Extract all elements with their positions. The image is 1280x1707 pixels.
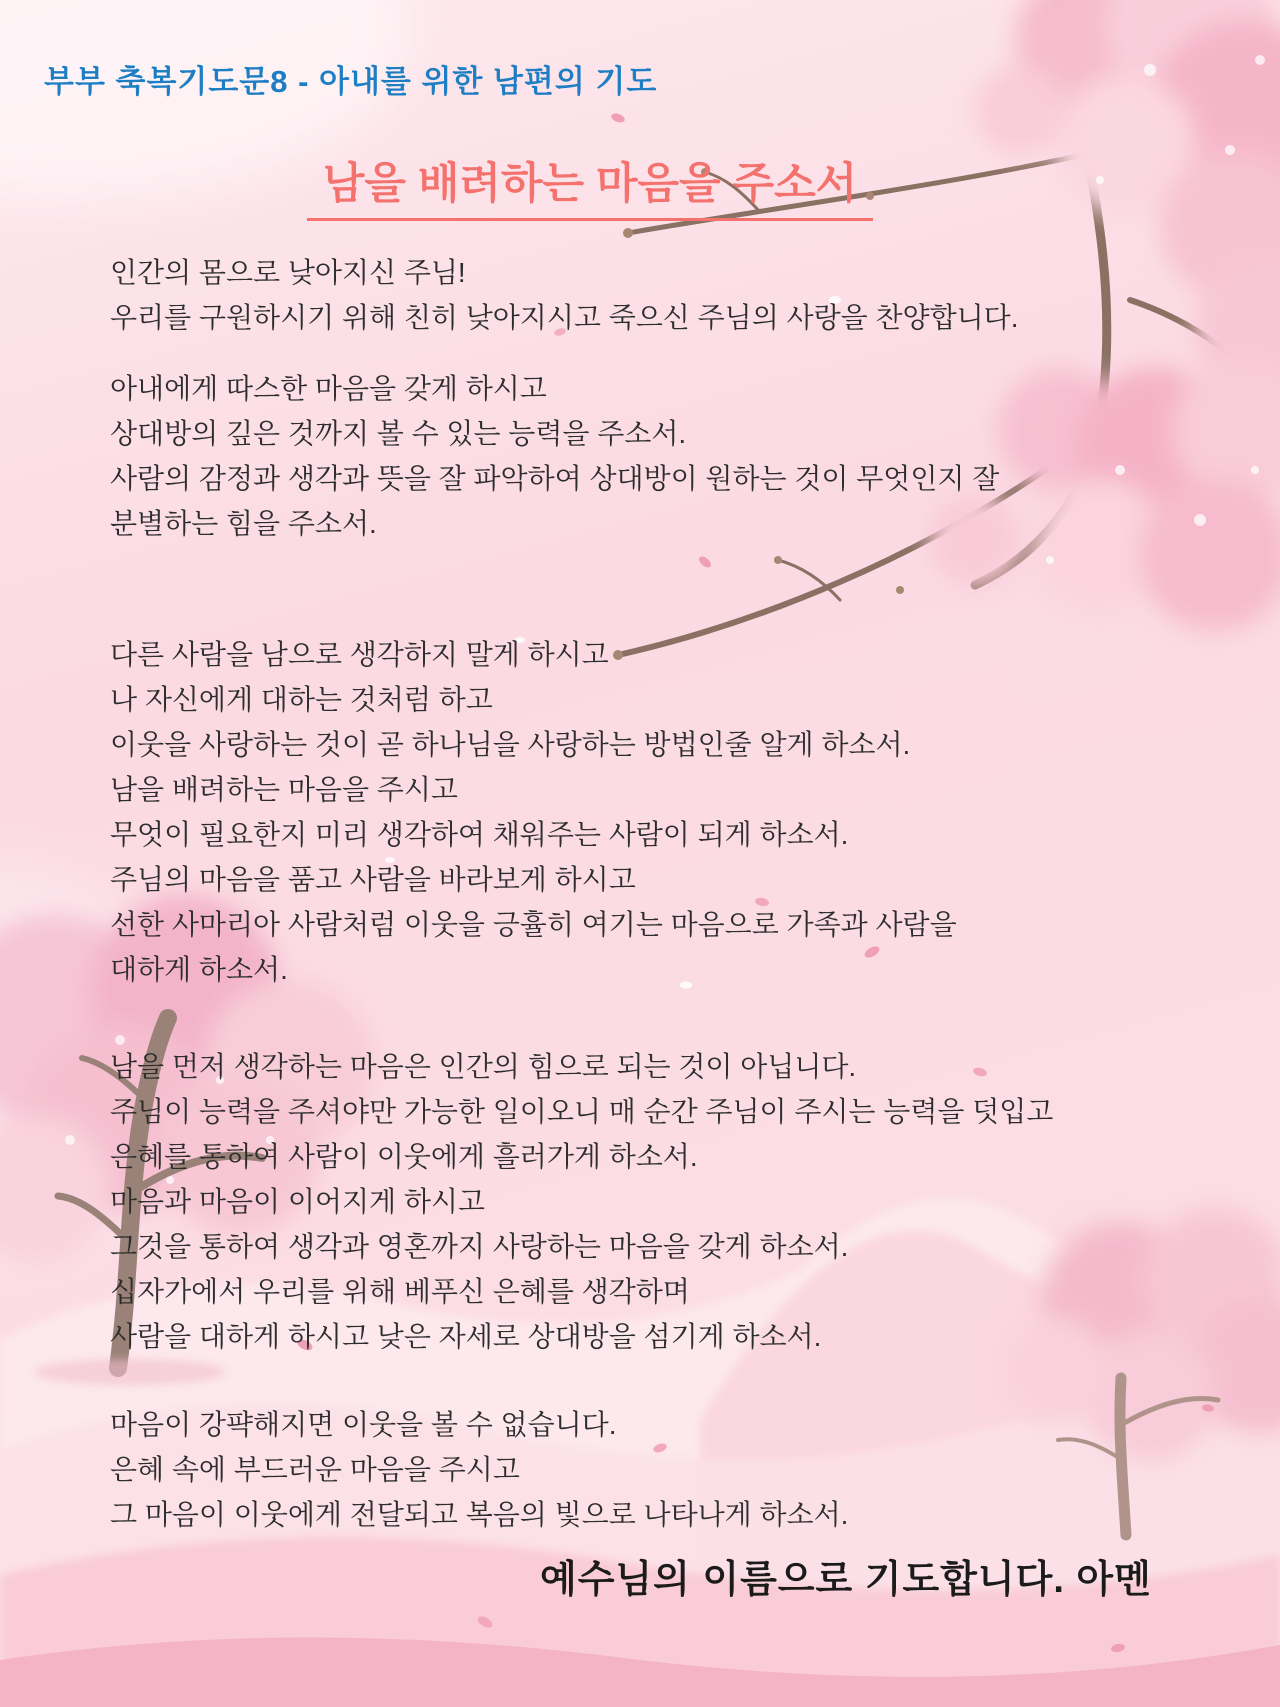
prayer-line: 분별하는 힘을 주소서. (110, 508, 377, 539)
prayer-line: 대하게 하소서. (110, 954, 288, 985)
prayer-line: 십자가에서 우리를 위해 베푸신 은혜를 생각하며 (110, 1276, 690, 1307)
prayer-line: 선한 사마리아 사람처럼 이웃을 긍휼히 여기는 마음으로 가족과 사람을 (110, 909, 957, 940)
prayer-line: 주님이 능력을 주셔야만 가능한 일이오니 매 순간 주님이 주시는 능력을 덧입고 (110, 1096, 1054, 1127)
prayer-line: 인간의 몸으로 낮아지신 주님! (110, 257, 466, 288)
prayer-line: 사람의 감정과 생각과 뜻을 잘 파악하여 상대방이 원하는 것이 무엇인지 잘 (110, 463, 1000, 494)
prayer-line: 그 마음이 이웃에게 전달되고 복음의 빛으로 나타나게 하소서. (110, 1499, 849, 1530)
prayer-line: 우리를 구원하시기 위해 친히 낮아지시고 죽으신 주님의 사랑을 찬양합니다. (110, 302, 1019, 333)
prayer-line: 남을 배려하는 마음을 주시고 (110, 774, 458, 805)
prayer-line: 아내에게 따스한 마음을 갖게 하시고 (110, 373, 547, 404)
prayer-paragraph (110, 366, 1240, 546)
prayer-line: 나 자신에게 대하는 것처럼 하고 (110, 684, 493, 715)
page-title (0, 150, 1180, 221)
page-title-text: 남을 배려하는 마음을 주소서 (307, 150, 873, 221)
prayer-line: 남을 먼저 생각하는 마음은 인간의 힘으로 되는 것이 아닙니다. (110, 1051, 857, 1082)
prayer-paragraph (110, 632, 1240, 992)
prayer-paragraph (110, 1044, 1240, 1359)
prayer-paragraph (110, 1402, 1240, 1537)
document-header: 부부 축복기도문8 - 아내를 위한 남편의 기도 (44, 64, 658, 99)
prayer-line: 다른 사람을 남으로 생각하지 말게 하시고 (110, 639, 609, 670)
prayer-line: 그것을 통하여 생각과 영혼까지 사랑하는 마음을 갖게 하소서. (110, 1231, 849, 1262)
prayer-line: 은혜 속에 부드러운 마음을 주시고 (110, 1454, 520, 1485)
closing-line: 예수님의 이름으로 기도합니다. 아멘 (540, 1559, 1152, 1601)
prayer-line: 이웃을 사랑하는 것이 곧 하나님을 사랑하는 방법인줄 알게 하소서. (110, 729, 911, 760)
prayer-paragraph (110, 250, 1240, 340)
prayer-line: 사람을 대하게 하시고 낮은 자세로 상대방을 섬기게 하소서. (110, 1321, 822, 1352)
prayer-line: 주님의 마음을 품고 사람을 바라보게 하시고 (110, 864, 636, 895)
prayer-line: 무엇이 필요한지 미리 생각하여 채워주는 사람이 되게 하소서. (110, 819, 849, 850)
prayer-line: 은혜를 통하여 사람이 이웃에게 흘러가게 하소서. (110, 1141, 698, 1172)
prayer-line: 상대방의 깊은 것까지 볼 수 있는 능력을 주소서. (110, 418, 687, 449)
prayer-line: 마음과 마음이 이어지게 하시고 (110, 1186, 485, 1217)
prayer-line: 마음이 강퍅해지면 이웃을 볼 수 없습니다. (110, 1409, 617, 1440)
